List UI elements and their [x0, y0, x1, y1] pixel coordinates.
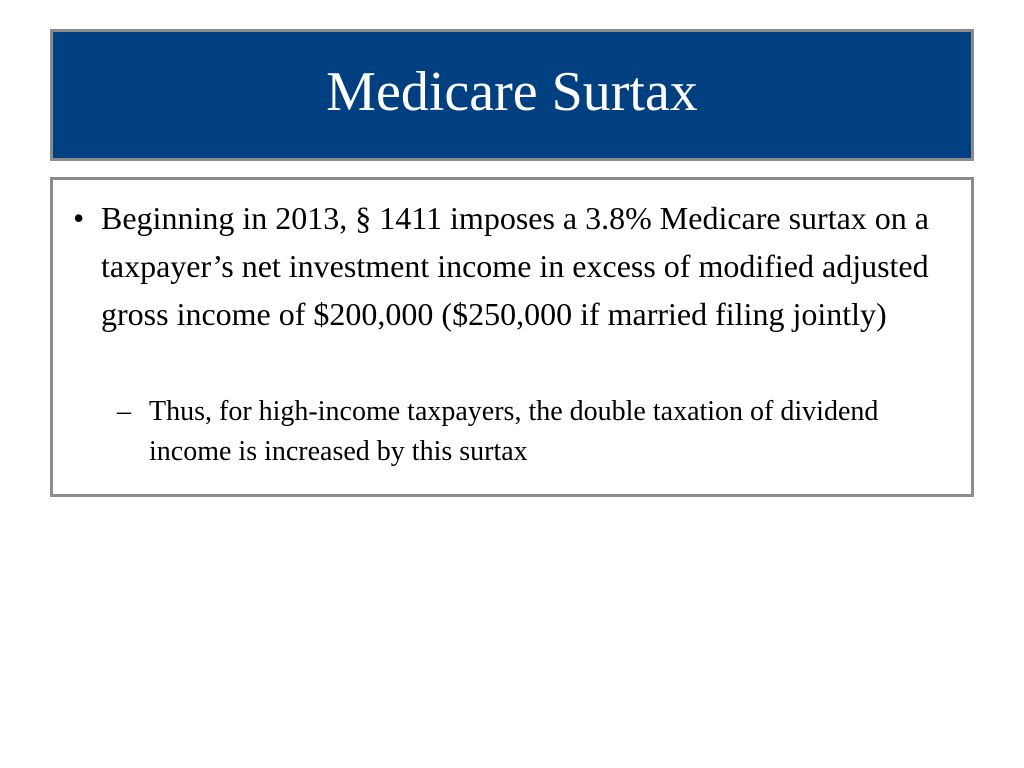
sub-bullet-text: Thus, for high-income taxpayers, the double taxation of dividend income is increased by this surtax — [149, 396, 879, 467]
bullet-text: Beginning in 2013, § 1411 imposes a 3.8% Medicare surtax on a taxpayer’s net investment income in excess of modified adjusted gross income of $200,000 ($250,000 if married filing jointly) — [101, 200, 929, 332]
slide-title: Medicare Surtax — [326, 61, 698, 123]
bullet-item — [65, 194, 955, 338]
sub-bullet-marker: – — [117, 396, 131, 427]
sub-bullet-item — [111, 392, 951, 472]
content-box — [50, 177, 974, 497]
bullet-marker: • — [73, 200, 85, 236]
title-box — [50, 29, 974, 161]
